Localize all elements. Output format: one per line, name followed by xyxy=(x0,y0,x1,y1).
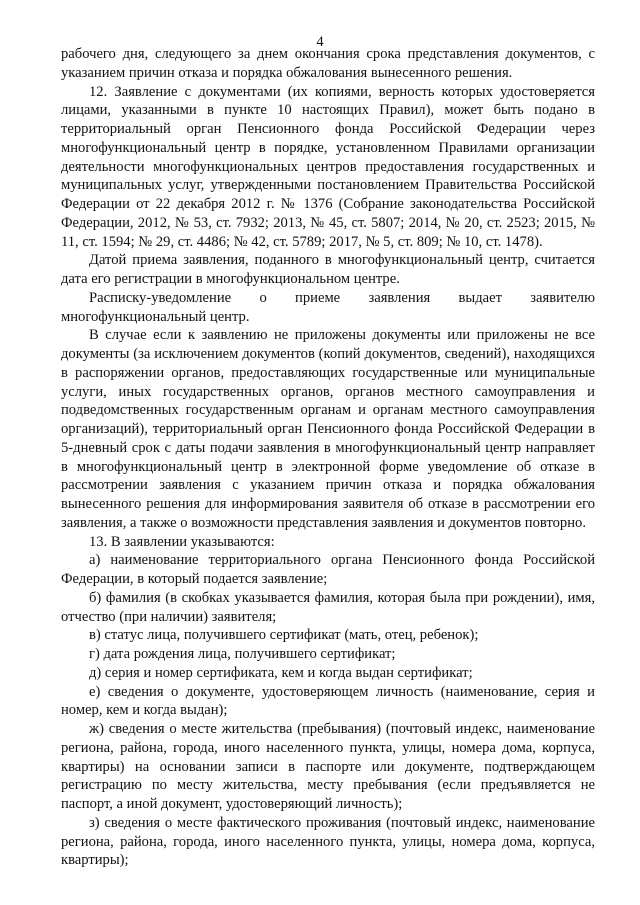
page-number: 4 xyxy=(316,34,324,50)
list-item-d: д) серия и номер сертификата, кем и когда выдан сертификат; xyxy=(89,664,473,681)
paragraph-missing-documents: В случае если к заявлению не приложены документы или приложены не все документы (за исключением документов (копий документов, сведений), находящихся в распоряжении органов, предоставляющих государственные или муниципальные услуги, иных государственных органов, органов местного самоуправления и подведомственных государственным органам и органам местного самоуправления организаций), территориальный орган Пенсионного фонда Российской Федерации в 5-дневный срок с даты подачи заявления в многофункциональный центр направляет в многофункциональный центр в электронной форме уведомление об отказе в рассмотрении заявления с указанием причин отказа и порядка обжалования вынесенного решения для информирования заявителя об отказе в рассмотрении его заявления, а также о возможности представления заявления и документов повторно. xyxy=(61,327,595,531)
paragraph-date-of-receipt: Датой приема заявления, поданного в многофункциональный центр, считается дата его регистрации в многофункциональном центре. xyxy=(61,252,595,287)
list-item-a: а) наименование территориального органа Пенсионного фонда Российской Федерации, в который подается заявление; xyxy=(61,552,595,587)
paragraph-item-13: 13. В заявлении указываются: xyxy=(89,533,275,550)
paragraph-receipt-notice: Расписку-уведомление о приеме заявления выдает заявителю многофункциональный центр. xyxy=(61,289,595,325)
list-item-g: г) дата рождения лица, получившего сертификат; xyxy=(89,646,396,662)
list-item-zh: ж) сведения о месте жительства (пребывания) (почтовый индекс, наименование региона, района, города, иного населенного пункта, улицы, номера дома, корпуса, квартиры) на основании записи в паспорте или документе, подтверждающем регистрацию по месту жительства, месту пребывания (если предъявляется не паспорт, а иной документ, удостоверяющий личность); xyxy=(61,721,595,812)
paragraph-item-12: 12. Заявление с документами (их копиями, верность которых удостоверяется лицами, указанными в пункте 10 настоящих Правил), может быть подано в территориальный орган Пенсионного фонда Российской Федерации через многофункциональный центр в порядке, установленном Правилами организации деятельности многофункциональных центров предоставления государственных и муниципальных услуг, утвержденными постановлением Правительства Российской Федерации от 22 декабря 2012 г. № 1376 (Собрание законодательства Российской Федерации, 2012, № 53, ст. 7932; 2013, № 45, ст. 5807; 2014, № 20, ст. 2523; 2015, № 11, ст. 1594; № 29, ст. 4486; № 42, ст. 5789; 2017, № 5, ст. 809; № 10, ст. 1478). xyxy=(61,83,595,250)
paragraph-continuation: рабочего дня, следующего за днем окончания срока представления документов, с указанием причин отказа и порядка обжалования вынесенного решения. xyxy=(61,46,595,81)
list-item-z: з) сведения о месте фактического проживания (почтовый индекс, наименование региона, района, города, иного населенного пункта, улицы, номера дома, корпуса, квартиры); xyxy=(61,814,595,869)
document-body xyxy=(61,45,595,870)
list-item-b: б) фамилия (в скобках указывается фамилия, которая была при рождении), имя, отчество (при наличии) заявителя; xyxy=(61,589,595,625)
list-item-v: в) статус лица, получившего сертификат (мать, отец, ребенок); xyxy=(89,627,479,644)
list-item-e: е) сведения о документе, удостоверяющем личность (наименование, серия и номер, кем и когда выдан); xyxy=(61,683,595,719)
